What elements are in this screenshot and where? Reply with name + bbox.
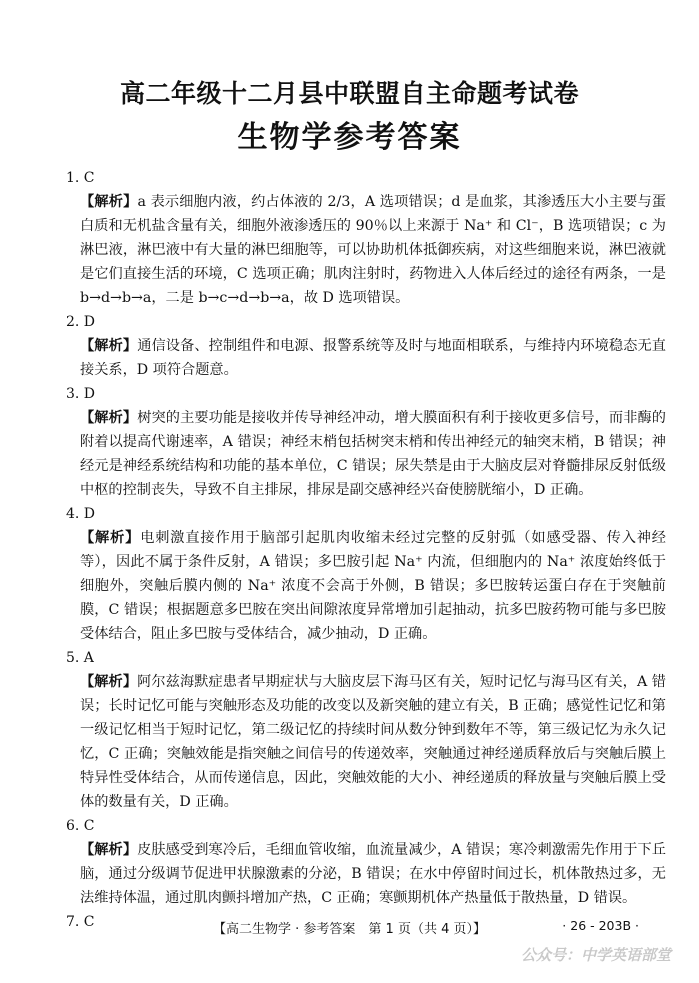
explanation-text <box>80 406 666 502</box>
question-number: 2. D <box>66 314 96 330</box>
explanation-body: a 表示细胞内液，约占体液的 2/3，A 选项错误；d 是血浆，其渗透压大小主要与蛋白质和无机盐含量有关，细胞外液渗透压的 90％以上来源于 Na⁺ 和 Cl⁻，B 选项错误；c 为淋巴液，淋巴液中有大量的淋巴细胞等，可以协助机体抵御疾病，对这些细胞来说，淋巴液就是它们直接生活的环境，C 选项正确；肌肉注射时，药物进入人体后经过的途径有两条，一是 b→d→b→a，二是 b→c→d→b→a，故 D 选项错误。 <box>80 194 666 306</box>
analysis-tag: 【解析】 <box>80 194 138 210</box>
question-number: 7. C <box>66 914 95 930</box>
answer-key-title: 生物学参考答案 <box>237 120 462 155</box>
explanation-body: 树突的主要功能是接收并传导神经冲动，增大膜面积有利于接收更多信号，而非酶的附着以提高代谢速率，A 错误；神经末梢包括树突末梢和传出神经元的轴突末梢，B 错误；神经元是神经系统结构和功能的基本单位，C 错误；尿失禁是由于大脑皮层对脊髓排尿反射低级中枢的控制丧失，导致不自主排尿，排尿是副交感神经兴奋使膀胱缩小，D 正确。 <box>80 410 666 498</box>
answer-list <box>66 166 666 934</box>
explanation-text <box>80 190 666 310</box>
explanation-body: 通信设备、控制组件和电源、报警系统等及时与地面相联系，与维持内环境稳态无直接关系，D 项符合题意。 <box>80 338 666 378</box>
watermark-text: 公众号：中学英语部堂 <box>520 946 671 964</box>
explanation-text <box>80 838 666 910</box>
answer-item <box>66 310 666 382</box>
exam-title: 高二年级十二月县中联盟自主命题考试卷 <box>119 79 579 108</box>
analysis-tag: 【解析】 <box>80 674 138 690</box>
answer-item <box>66 166 666 310</box>
explanation-body: 皮肤感受到寒冷后，毛细血管收缩，血流量减少，A 错误；寒冷刺激需先作用于下丘脑，通过分级调节促进甲状腺激素的分泌，B 错误；在水中停留时间过长，机体散热过多，无法维持体温，通过肌肉颤抖增加产热，C 正确；寒颤期机体产热量低于散热量，D 错误。 <box>80 842 666 906</box>
answer-item <box>66 382 666 502</box>
analysis-tag: 【解析】 <box>80 530 141 546</box>
explanation-body: 阿尔兹海默症患者早期症状与大脑皮层下海马区有关，短时记忆与海马区有关，A 错误；长时记忆可能与突触形态及功能的改变以及新突触的建立有关，B 正确；感觉性记忆和第一级记忆相当于短时记忆，第二级记忆的持续时间从数分钟到数年不等，第三级记忆为永久记忆，C 正确；突触效能是指突触之间信号的传递效率，突触通过神经递质释放后与突触后膜上特异性受体结合，从而传递信息，因此，突触效能的大小、神经递质的释放量与突触后膜上受体的数量有关，D 正确。 <box>80 674 666 810</box>
explanation-body: 电刺激直接作用于脑部引起肌肉收缩未经过完整的反射弧（如感受器、传入神经等），因此不属于条件反射，A 错误；多巴胺引起 Na⁺ 内流，但细胞内的 Na⁺ 浓度始终低于细胞外，突触后膜内侧的 Na⁺ 浓度不会高于外侧，B 错误；多巴胺转运蛋白存在于突触前膜，C 错误；根据题意多巴胺在突出间隙浓度异常增加引起抽动，抗多巴胺药物可能与多巴胺受体结合，阻止多巴胺与受体结合，减少抽动，D 正确。 <box>80 530 666 642</box>
question-number: 6. C <box>66 818 95 834</box>
question-number: 5. A <box>66 650 94 666</box>
analysis-tag: 【解析】 <box>80 338 138 354</box>
page-footer: 【高二生物学 · 参考答案 第 1 页（共 4 页）】 <box>213 922 486 937</box>
question-number: 3. D <box>66 386 96 402</box>
document-code: · 26 - 203B · <box>562 918 639 933</box>
analysis-tag: 【解析】 <box>80 842 138 858</box>
explanation-text <box>80 526 666 646</box>
answer-item <box>66 814 666 910</box>
answer-item <box>66 646 666 814</box>
question-number: 1. C <box>66 170 95 186</box>
analysis-tag: 【解析】 <box>80 410 138 426</box>
explanation-text <box>80 334 666 382</box>
explanation-text <box>80 670 666 814</box>
answer-item <box>66 502 666 646</box>
question-number: 4. D <box>66 506 96 522</box>
